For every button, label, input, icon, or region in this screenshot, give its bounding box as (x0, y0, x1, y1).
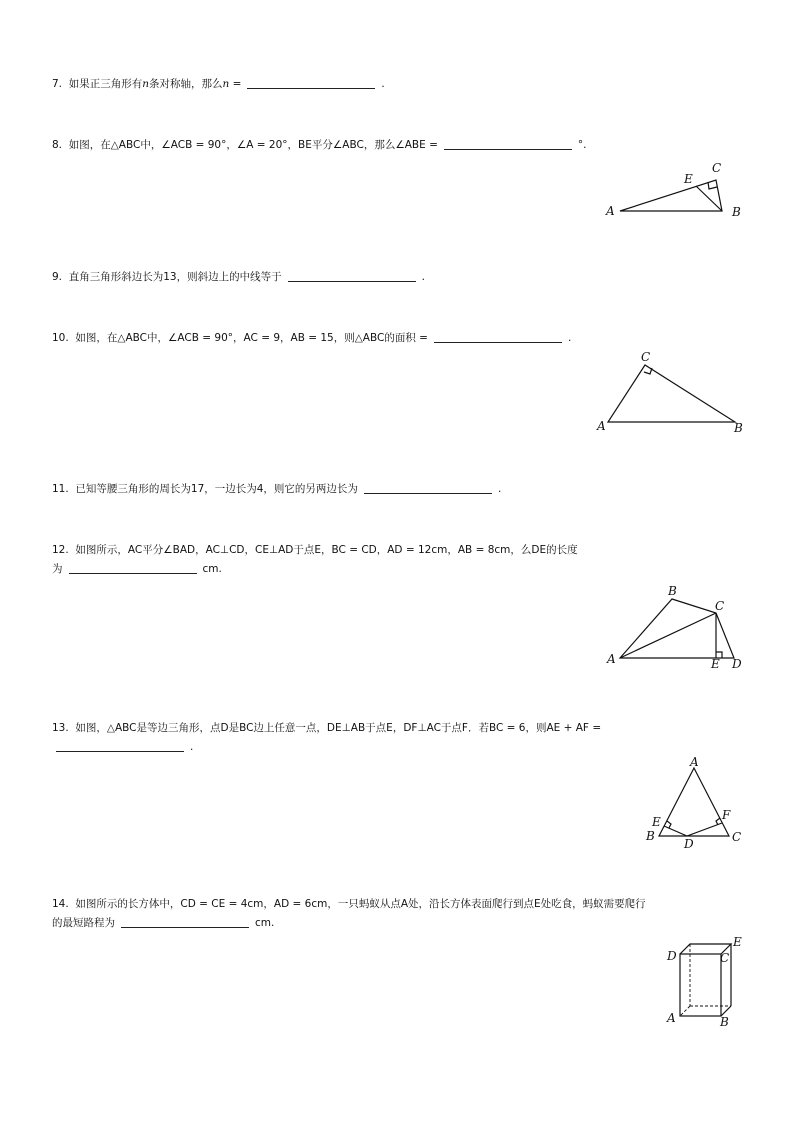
triangle-abc (608, 365, 735, 422)
label-c: C (712, 161, 722, 175)
answer-blank[interactable] (364, 483, 492, 494)
label-b: B (668, 584, 677, 598)
label-d: D (667, 949, 677, 963)
question-text: 如图所示的长方体中，CD = CE = 4cm，AD = 6cm，一只蚂蚁从点A处，沿长方体表面爬行到点E处吃食，蚂蚁需要爬行 (75, 898, 646, 910)
question-number: 12. (52, 544, 69, 556)
unit: cm. (202, 563, 222, 575)
figure-q14-cuboid (662, 934, 752, 1030)
question-end: . (497, 483, 502, 495)
question-number: 14. (52, 898, 69, 910)
question-text-line-2: 为 (52, 563, 63, 575)
label-c: C (720, 951, 730, 965)
question-14-line-2 (52, 913, 274, 933)
figure-q13-equilateral-triangle (640, 756, 750, 852)
question-13-line-2 (52, 737, 193, 757)
label-b: B (646, 829, 655, 843)
cuboid-front-face (680, 954, 721, 1016)
label-e: E (652, 815, 661, 829)
label-a: A (607, 652, 616, 666)
question-11 (52, 479, 501, 499)
diagonal-ac (620, 613, 716, 658)
figure-q12-quadrilateral (602, 582, 752, 674)
label-e: E (711, 657, 720, 671)
question-text: 已知等腰三角形的周长为17，一边长为4，则它的另两边长为 (75, 483, 358, 495)
unit: cm. (255, 917, 275, 929)
question-8 (52, 135, 586, 155)
figure-q8-triangle (600, 158, 760, 224)
question-text-line-2: 的最短路程为 (52, 917, 115, 929)
question-text: 如图，在△ABC中，∠ACB = 90°，AC = 9，AB = 15，则△ABC的面积 = (75, 332, 428, 344)
question-text: 如图，△ABC是等边三角形，点D是BC边上任意一点，DE⊥AB于点E，DF⊥AC于点F．若BC = 6，则AE + AF = (75, 722, 602, 734)
question-10 (52, 328, 571, 348)
answer-blank[interactable] (247, 78, 375, 89)
label-b: B (732, 205, 741, 219)
question-text: 直角三角形斜边长为13，则斜边上的中线等于 (68, 271, 282, 283)
label-b: B (734, 421, 743, 435)
label-a: A (597, 419, 606, 433)
question-end: . (381, 78, 385, 90)
label-c: C (715, 599, 725, 613)
variable-n: n (142, 78, 149, 90)
question-13 (52, 718, 601, 738)
label-a: A (606, 204, 615, 218)
question-number: 11. (52, 483, 69, 495)
question-number: 9. (52, 271, 63, 283)
question-end: °. (577, 139, 587, 151)
perpendiculars-de-df (664, 823, 722, 836)
label-e: E (684, 172, 693, 186)
right-angle-mark (708, 182, 717, 189)
question-end: . (567, 332, 572, 344)
equals-sign: = (229, 78, 242, 90)
question-text: 如图，在△ABC中，∠ACB = 90°，∠A = 20°，BE平分∠ABC，那么∠ABE = (68, 139, 438, 151)
question-12-line-2 (52, 559, 222, 579)
answer-blank[interactable] (444, 139, 572, 150)
question-number: 8. (52, 139, 63, 151)
label-f: F (722, 808, 731, 822)
question-7 (52, 74, 385, 94)
answer-blank[interactable] (434, 332, 562, 343)
label-d: D (684, 837, 694, 851)
label-b: B (720, 1015, 729, 1029)
question-14 (52, 894, 646, 914)
label-c: C (732, 830, 742, 844)
question-number: 7. (52, 78, 63, 90)
figure-q10-triangle (592, 348, 752, 436)
question-end: . (421, 271, 425, 283)
question-text: 如图所示，AC平分∠BAD，AC⊥CD，CE⊥AD于点E，BC = CD，AD = 12cm，AB = 8cm，么DE的长度 (75, 544, 578, 556)
answer-blank[interactable] (56, 741, 184, 752)
question-number: 13. (52, 722, 69, 734)
answer-blank[interactable] (121, 917, 249, 928)
label-e: E (733, 935, 742, 949)
question-text-mid: 条对称轴，那么 (148, 78, 223, 90)
variable-n-2: n (222, 78, 230, 90)
answer-blank[interactable] (288, 271, 416, 282)
label-a: A (667, 1011, 676, 1025)
label-c: C (641, 350, 651, 364)
question-9 (52, 267, 425, 287)
question-12 (52, 540, 578, 560)
label-d: D (732, 657, 742, 671)
question-end: . (190, 741, 194, 753)
answer-blank[interactable] (69, 563, 197, 574)
question-number: 10. (52, 332, 69, 344)
hidden-edge-diagonal (680, 1006, 690, 1016)
label-a: A (690, 756, 699, 769)
question-text: 如果正三角形有 (68, 78, 143, 90)
